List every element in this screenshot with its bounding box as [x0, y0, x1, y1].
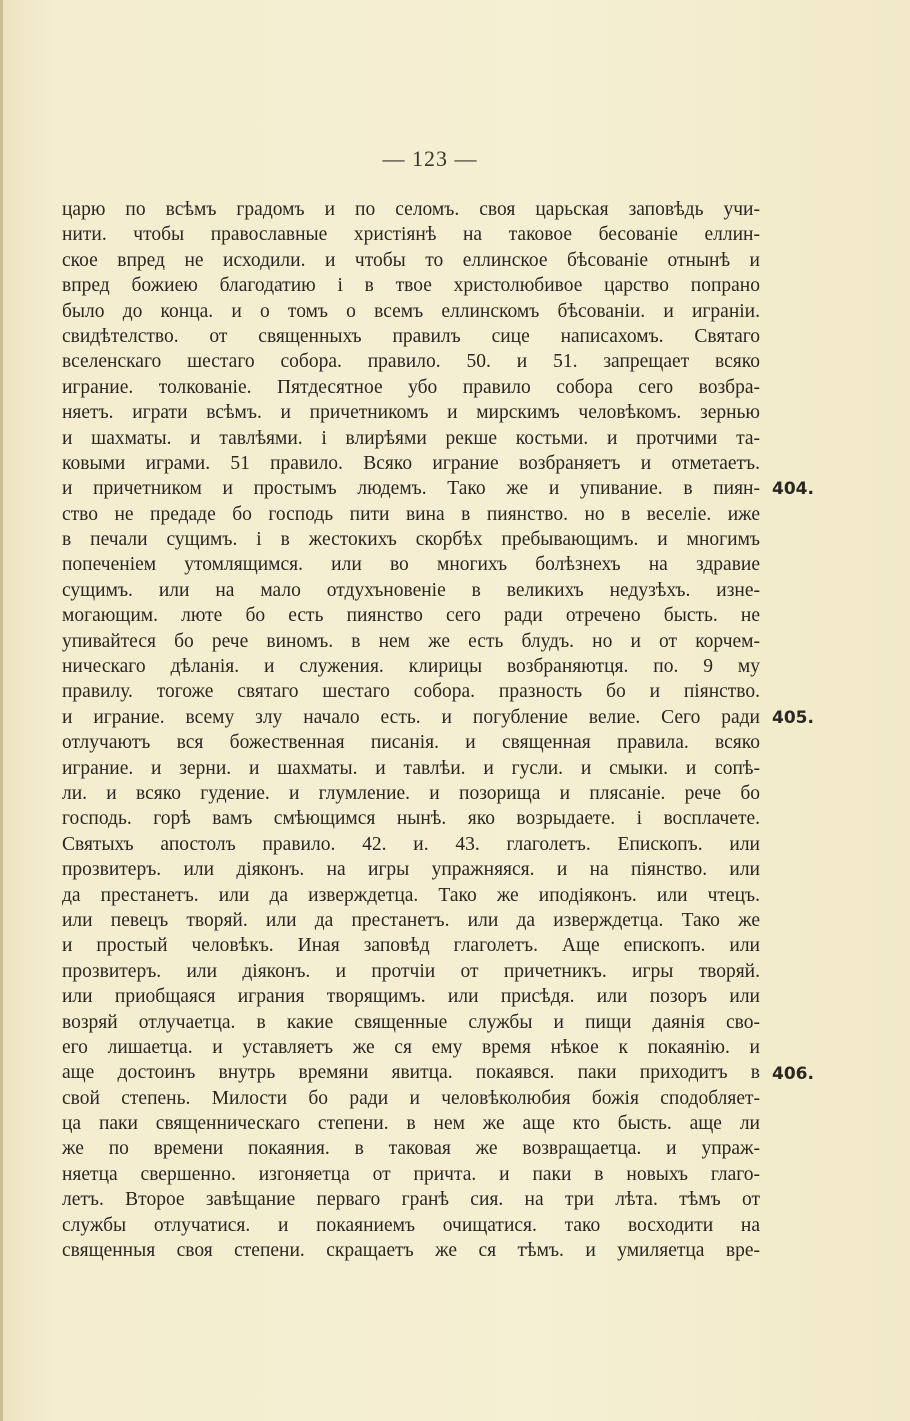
text-line: ское впред не исходили. и чтобы то еллинское бѣсованіе отнынѣ и — [62, 249, 760, 271]
text-line: прозвитеръ. или діяконъ. на игры упражняяся. и на піянство. или — [62, 859, 760, 881]
text-line: да престанетъ. или да изверждетца. Тако же иподіяконъ. или чтецъ. — [62, 884, 760, 906]
text-line: играние. и зерни. и шахматы. и тавлѣи. и гусли. и смыки. и сопѣ- — [62, 757, 760, 779]
text-line: отлучаютъ вся божественная писанія. и священная правила. всяко — [62, 732, 760, 754]
text-line: летъ. Второе завѣщание перваго гранѣ сия. на три лѣта. тѣмъ от — [62, 1189, 760, 1211]
text-line: могающим. люте бо есть пиянство сего ради отречено бысть. не — [62, 605, 760, 627]
margin-note-number: 406. — [772, 1063, 814, 1084]
text-line: и шахматы. и тавлѣями. і влирѣями рекше костьми. и протчими та- — [62, 427, 760, 449]
text-line: ническаго дѣланія. и служения. клирицы возбраняютця. по. 9 му — [62, 656, 760, 678]
text-line: попеченіем утомлящимся. или во многихъ болѣзнехъ на здравие — [62, 554, 760, 576]
text-line: свидѣтелство. от священныхъ правилъ сице написахомъ. Святаго — [62, 325, 760, 347]
text-line: и простый человѣкъ. Иная заповѣд глаголетъ. Аще епископъ. или — [62, 935, 760, 957]
text-line: Святыхъ апостолъ правило. 42. и. 43. глаголетъ. Епископъ. или — [62, 833, 760, 855]
page-number: — 123 — — [382, 146, 478, 171]
text-line: няетъ. играти всѣмъ. и причетникомъ и мирскимъ человѣкомъ. зернью — [62, 402, 760, 424]
text-line: или приобщаяся играния творящимъ. или присѣдя. или позоръ или — [62, 986, 760, 1008]
text-line: господь. горѣ вамъ смѣющимся нынѣ. яко возрыдаете. і восплачете. — [62, 808, 760, 830]
text-line: или певецъ творяй. или да престанетъ. или да изверждетца. Тако же — [62, 909, 760, 931]
text-line: сущимъ. или на мало отдухъновеніе в великихъ недузѣхъ. изне- — [62, 579, 760, 601]
text-line: ковыми играми. 51 правило. Всяко играние возбраняетъ и отметаетъ. — [62, 452, 760, 474]
text-line: вселенскаго шестаго собора. правило. 50. и 51. запрещает всяко — [62, 351, 760, 373]
text-line: же по времени покаяния. в таковая же возвращаетца. и упраж- — [62, 1138, 760, 1160]
text-line: ли. и всяко гудение. и глумление. и позорища и плясаніе. рече бо — [62, 782, 760, 804]
text-line: играние. толкованіе. Пятдесятное убо правило собора сего возбра- — [62, 376, 760, 398]
text-line: и причетником и простымъ людемъ. Тако же и упивание. в пиян- — [62, 478, 760, 500]
text-line: аще достоинъ внутрь времяни явитца. покаявся. паки приходитъ в — [62, 1062, 760, 1084]
margin-note-number: 404. — [772, 479, 814, 500]
text-line: его лишаетца. и уставляетъ же ся ему время нѣкое к покаянію. и — [62, 1036, 760, 1058]
text-line: правилу. тогоже святаго шестаго собора. празность бо и піянство. — [62, 681, 760, 703]
page-edge — [0, 0, 3, 1421]
text-line: упивайтеся бо рече виномъ. в нем же есть блудъ. но и от корчем- — [62, 630, 760, 652]
text-line: няетца свершенно. изгоняетца от причта. и паки в новыхъ глаго- — [62, 1163, 760, 1185]
text-line: прозвитеръ. или діяконъ. и протчіи от причетникъ. игры творяй. — [62, 960, 760, 982]
text-line: и играние. всему злу начало есть. и погубление велие. Сего ради — [62, 706, 760, 728]
text-line: службы отлучатися. и покаяниемъ очищатися. тако восходити на — [62, 1214, 760, 1236]
text-line: священныя своя степени. скращаетъ же ся тѣмъ. и умиляетца вре- — [62, 1240, 760, 1262]
text-line: царю по всѣмъ градомъ и по селомъ. своя царьская заповѣдь учи- — [62, 199, 760, 220]
text-line: ство не предаде бо господь пити вина в пиянство. но в веселіе. иже — [62, 503, 760, 525]
text-line: впред божиею благодатию і в твое христолюбивое царство попрано — [62, 275, 760, 297]
text-line: было до конца. и о томъ о всемъ еллинскомъ бѣсованіи. и играніи. — [62, 300, 760, 322]
body-text — [62, 197, 760, 1263]
text-line: в печали сущимъ. і в жестокихъ скорбѣх пребывающимъ. и многимъ — [62, 529, 760, 551]
text-line: возряй отлучаетца. в какие священные службы и пищи даянія сво- — [62, 1011, 760, 1033]
text-line: свой степень. Милости бо ради и человѣколюбия божія сподобляет- — [62, 1087, 760, 1109]
margin-note-number: 405. — [772, 708, 814, 728]
text-line: ца паки священническаго степени. в нем же аще кто бысть. аще ли — [62, 1113, 760, 1135]
text-line: нити. чтобы православные христіянѣ на таковое бесованіе еллин- — [62, 224, 760, 246]
